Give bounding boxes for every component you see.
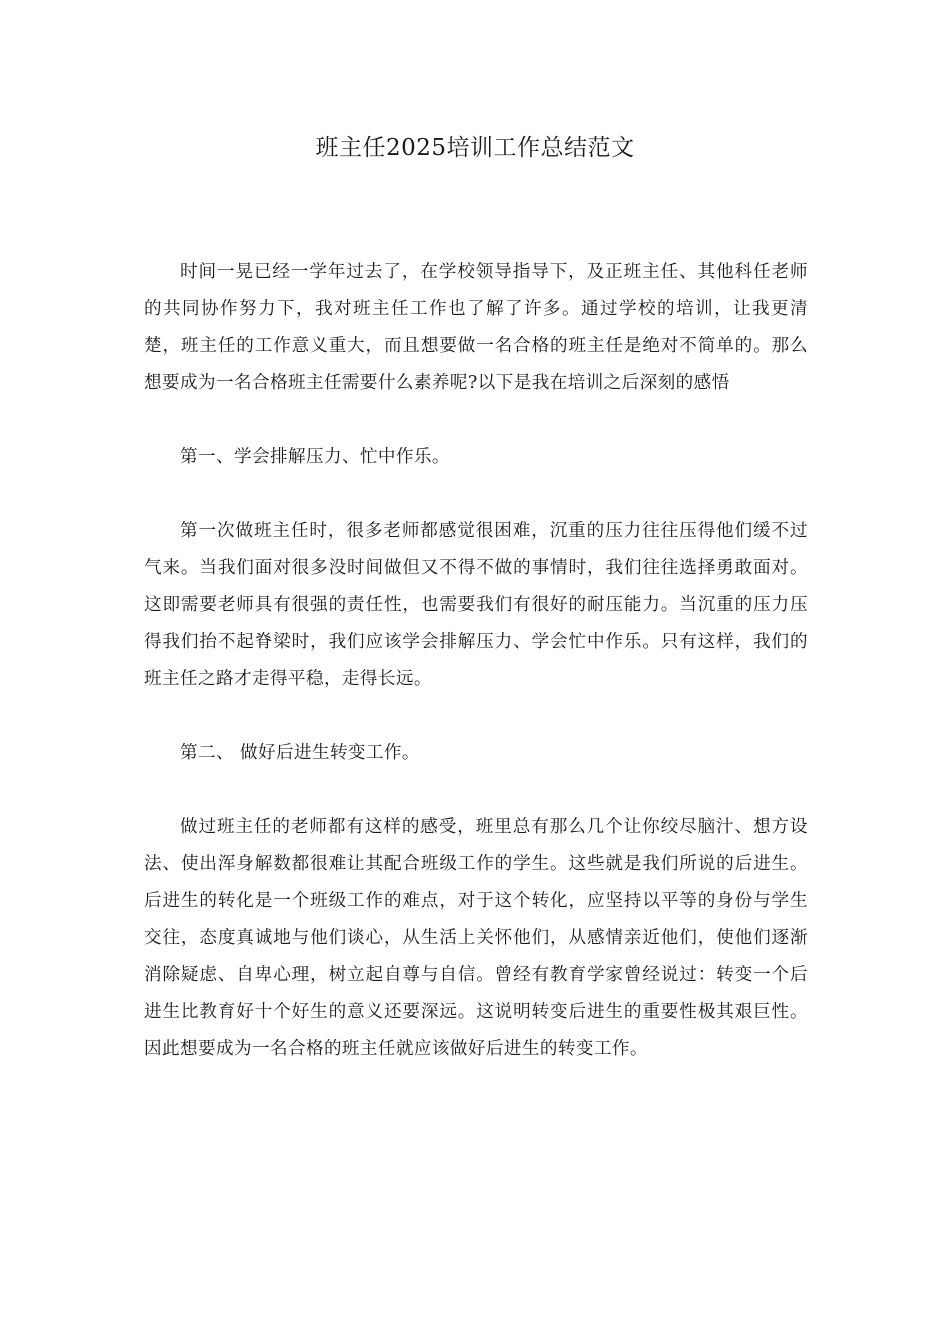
- document-title: 班主任2025培训工作总结范文: [315, 135, 635, 161]
- paragraph-section-2: 做过班主任的老师都有这样的感受，班里总有那么几个让你绞尽脑汁、想方设法、使出浑身解数都很难让其配合班级工作的学生。这些就是我们所说的后进生。后进生的转化是一个班级工作的难点，对于这个转化，应坚持以平等的身份与学生交往，态度真诚地与他们谈心，从生活上关怀他们，从感情亲近他们，使他们逐渐消除疑虑、自卑心理，树立起自尊与自信。曾经有教育学家曾经说过：转变一个后进生比教育好十个好生的意义还要深远。这说明转变后进生的重要性极其艰巨性。因此想要成为一名合格的班主任就应该做好后进生的转变工作。: [144, 817, 808, 1059]
- paragraph-spacer: [144, 402, 808, 439]
- paragraph-section-1: 第一次做班主任时，很多老师都感觉很困难，沉重的压力往往压得他们缓不过气来。当我们面对很多没时间做但又不得不做的事情时，我们往往选择勇敢面对。这即需要老师具有很强的责任性，也需要我们有很好的耐压能力。当沉重的压力压得我们抬不起脊梁时，我们应该学会排解压力、学会忙中作乐。只有这样，我们的班主任之路才走得平稳，走得长远。: [144, 521, 808, 689]
- paragraph-spacer: [144, 476, 808, 513]
- section-heading-2: 第二、 做好后进生转变工作。: [180, 743, 420, 763]
- paragraph-intro: 时间一晃已经一学年过去了，在学校领导指导下，及正班主任、其他科任老师的共同协作努力下，我对班主任工作也了解了许多。通过学校的培训，让我更清楚，班主任的工作意义重大，而且想要做一名合格的班主任是绝对不简单的。那么想要成为一名合格班主任需要什么素养呢?以下是我在培训之后深刻的感悟: [144, 262, 808, 393]
- paragraph-spacer: [144, 772, 808, 809]
- document-body: [144, 254, 808, 1068]
- section-heading-1: 第一、学会排解压力、忙中作乐。: [180, 447, 450, 467]
- paragraph-spacer: [144, 698, 808, 735]
